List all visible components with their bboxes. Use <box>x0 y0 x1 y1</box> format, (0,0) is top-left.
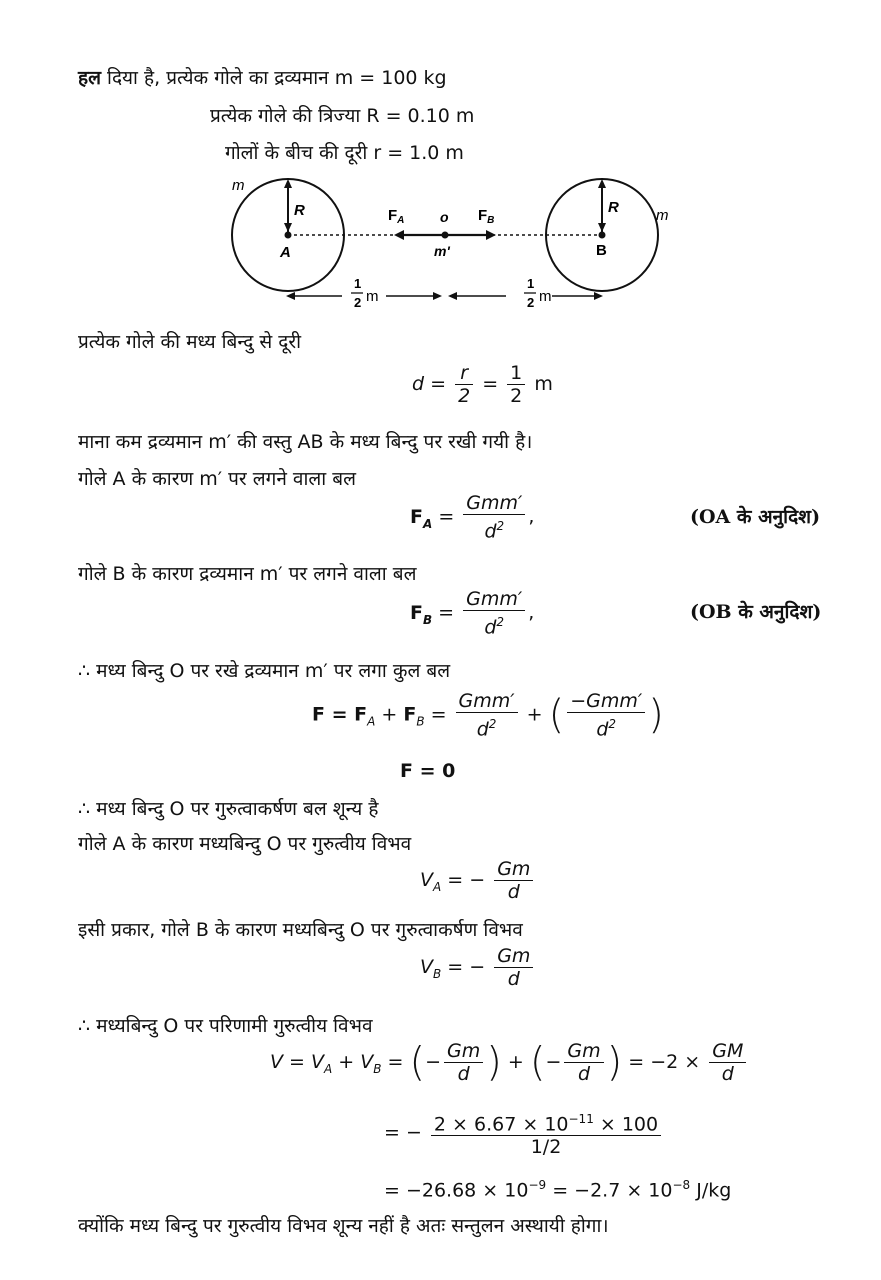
text-assume-mass: माना कम द्रव्यमान m′ की वस्तु AB के मध्य बिन्दु पर रखी गयी है। <box>78 431 533 453</box>
eq-vb: $V_B$ = − $\frac{Gm}{d}$ <box>420 945 536 990</box>
eq-d-lhs: d = <box>412 373 447 395</box>
eq-d-unit: m <box>534 373 553 395</box>
half-left-num: 1 <box>354 276 362 291</box>
label-m-right: m <box>656 207 669 224</box>
given-radius: प्रत्येक गोले की त्रिज्या R = 0.10 m <box>210 105 475 127</box>
half-right-den: 2 <box>527 295 535 310</box>
dist-left-2-arrow <box>433 292 442 300</box>
force-fa-arrow <box>394 230 404 240</box>
eq-fb: $F_B$ = $\frac{\text{Gmm′}}{d^2}$ , <box>410 588 535 639</box>
half-right-unit: m <box>539 288 552 305</box>
half-left-den: 2 <box>354 295 362 310</box>
radius-b-arrow2 <box>598 223 606 232</box>
radius-b-arrow <box>598 179 606 188</box>
eq-va: $V_A$ = − $\frac{Gm}{d}$ <box>420 858 536 903</box>
eq-v: $V = V_A + V_B$ = (− $\frac{Gm}{d}$ ) + (− $\frac{Gm}{d}$ ) = −2 × $\frac{GM}{d}$ <box>270 1040 749 1085</box>
given-distance: गोलों के बीच की दूरी r = 1.0 m <box>225 142 464 164</box>
label-o: o <box>440 209 449 225</box>
dist-right-1-arrow <box>448 292 457 300</box>
solution-label: हल <box>78 67 101 89</box>
eq-f-zero: F = 0 <box>400 760 456 782</box>
given-mass: दिया है, प्रत्येक गोले का द्रव्यमान m = 100 kg <box>107 67 447 89</box>
text-force-zero: ∴ मध्य बिन्दु O पर गुरुत्वाकर्षण बल शून्य है <box>78 798 379 820</box>
text-net-potential: ∴ मध्यबिन्दु O पर परिणामी गुरुत्वीय विभव <box>78 1015 373 1037</box>
eq-d-frac1: $\frac{r}{2}$ <box>455 362 473 407</box>
eq-f-frac2: $\frac{\text{−Gmm′}}{d^2}$ <box>567 690 645 740</box>
solution-intro <box>78 66 447 90</box>
eq-vb-frac: $\frac{Gm}{d}$ <box>494 945 533 990</box>
label-fa: $F_A$ <box>388 207 405 226</box>
label-m-left: m <box>232 177 245 194</box>
label-b: B <box>596 242 607 259</box>
eq-fb-comment: (OB के अनुदिश) <box>690 601 822 623</box>
eq-f-frac1: $\frac{\text{Gmm′}}{d^2}$ <box>456 690 518 740</box>
label-r-left: R <box>294 202 305 219</box>
force-fb-arrow <box>486 230 496 240</box>
label-mprime: m' <box>434 243 450 259</box>
text-conclusion: क्योंकि मध्य बिन्दु पर गुरुत्वीय विभव शून्य नहीं है अतः सन्तुलन अस्थायी होगा। <box>78 1215 609 1237</box>
text-potential-b: इसी प्रकार, गोले B के कारण मध्यबिन्दु O पर गुरुत्वाकर्षण विभव <box>78 919 523 941</box>
dist-right-2-arrow <box>594 292 603 300</box>
text-distance-from-center: प्रत्येक गोले की मध्य बिन्दु से दूरी <box>78 331 302 353</box>
eq-d: d = $\frac{r}{2}$ = $\frac{1}{2}$ m <box>412 362 553 407</box>
eq-f-lhs: F = F <box>312 703 368 726</box>
eq-total-force: $F = F_A + F_B$ = $\frac{\text{Gmm′}}{d^2}$ + ( $\frac{\text{−Gmm′}}{d^2}$ ) <box>312 690 664 741</box>
radius-a-arrow2 <box>284 223 292 232</box>
text-total-force: ∴ मध्य बिन्दु O पर रखे द्रव्यमान m′ पर लगा कुल बल <box>78 660 451 682</box>
eq-fa: $F_A$ = $\frac{\text{Gmm′}}{d^2}$ , <box>410 492 535 543</box>
eq-v-numeric-frac: $\frac{2 \times 6.67 \times 10^{-11} \times 100}{1/2}$ <box>431 1108 661 1158</box>
eq-d-frac2: $\frac{1}{2}$ <box>507 362 525 407</box>
radius-a-arrow <box>284 179 292 188</box>
eq-fa-frac: $\frac{\text{Gmm′}}{d^2}$ <box>463 492 525 542</box>
text-force-due-a: गोले A के कारण m′ पर लगने वाला बल <box>78 468 356 490</box>
half-right-num: 1 <box>527 276 535 291</box>
eq-fb-frac: $\frac{\text{Gmm′}}{d^2}$ <box>463 588 525 638</box>
label-a: A <box>280 244 291 261</box>
text-potential-a: गोले A के कारण मध्यबिन्दु O पर गुरुत्वीय विभव <box>78 833 412 855</box>
half-left-unit: m <box>366 288 379 305</box>
label-fb: $F_B$ <box>478 207 495 226</box>
eq-v-result: = $-26.68 \times 10^{-9} = -2.7 \times 10^{-8}$ J/kg <box>384 1178 732 1202</box>
label-r-right: R <box>608 199 619 216</box>
eq-va-frac: $\frac{Gm}{d}$ <box>494 858 533 903</box>
dist-left-1-arrow <box>286 292 295 300</box>
spheres-diagram <box>220 170 690 320</box>
text-force-due-b: गोले B के कारण द्रव्यमान m′ पर लगने वाला बल <box>78 563 417 585</box>
eq-v-numeric: = − $\frac{2 \times 6.67 \times 10^{-11} \times 100}{1/2}$ <box>384 1108 664 1158</box>
eq-fa-comment: (OA के अनुदिश) <box>690 506 821 528</box>
